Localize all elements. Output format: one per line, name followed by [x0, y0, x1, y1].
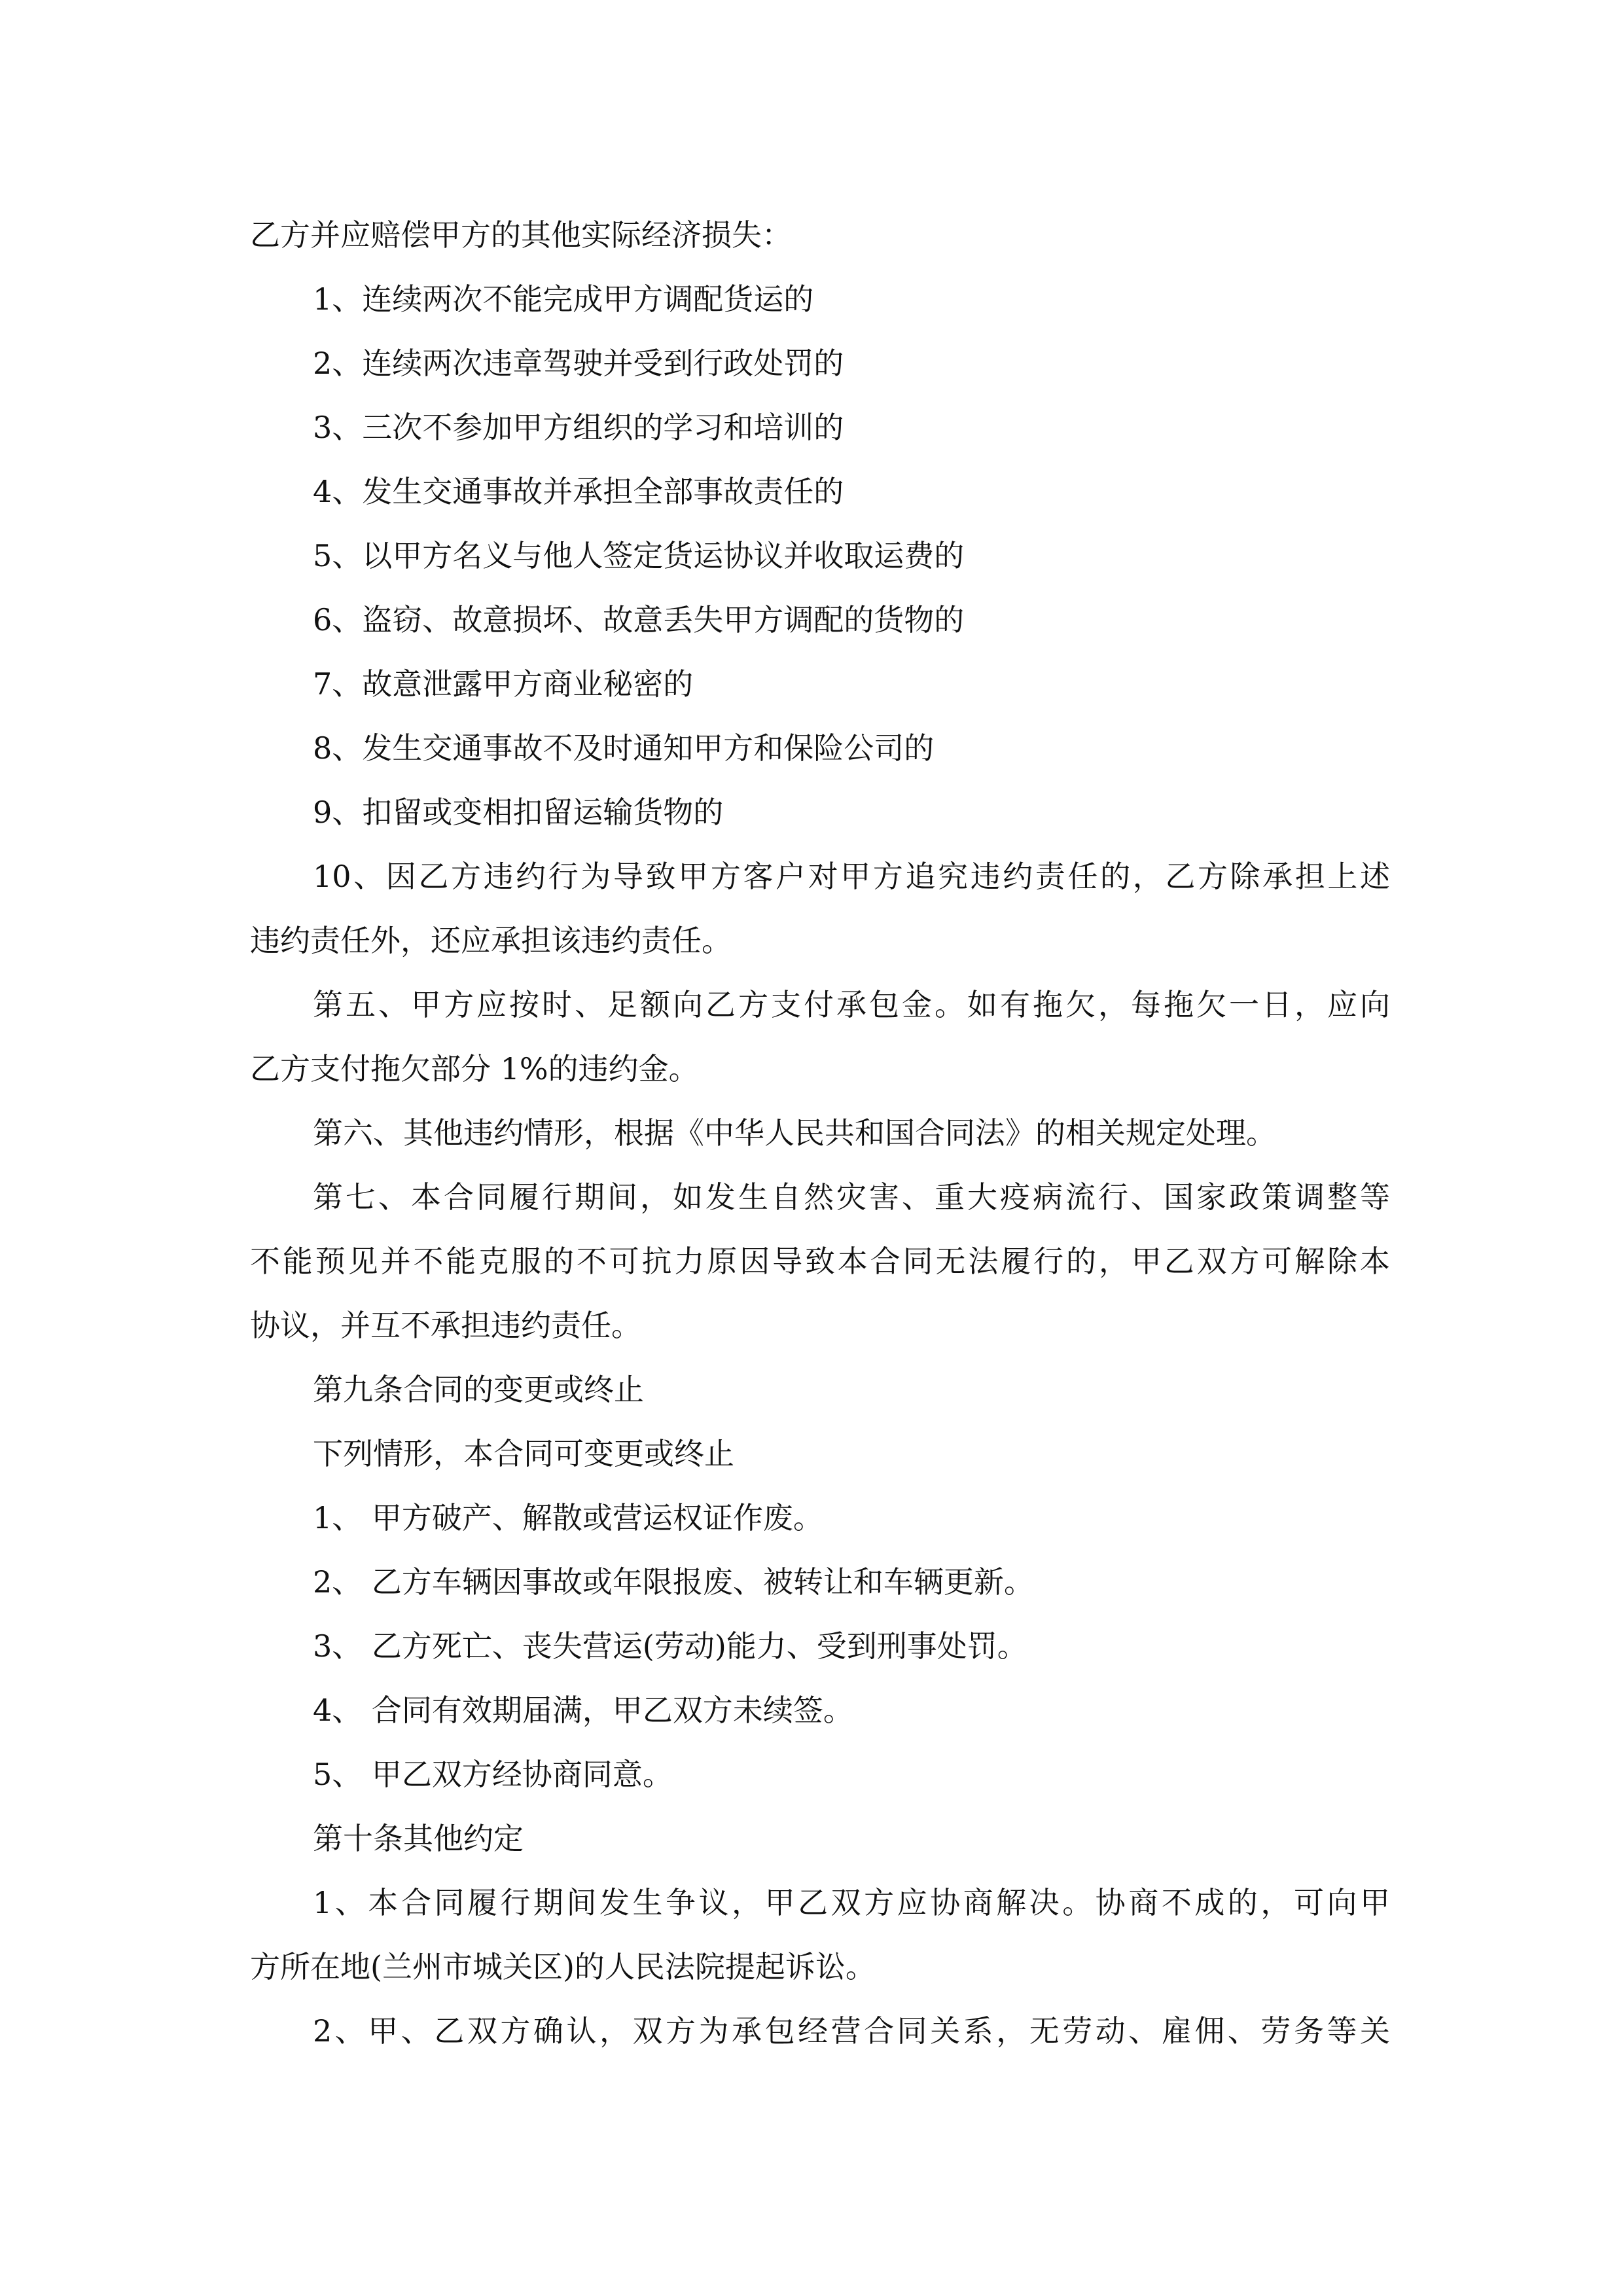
list-item: 3、三次不参加甲方组织的学习和培训的 [313, 410, 844, 445]
section-heading: 第十条其他约定 [313, 1821, 524, 1856]
document-body [250, 203, 1390, 2063]
list-item: 2、甲、乙双方确认，双方为承包经营合同关系，无劳动、雇佣、劳务等关 [313, 2013, 1390, 2049]
list-item: 1、连续两次不能完成甲方调配货运的 [313, 281, 814, 317]
list-item: 8、发生交通事故不及时通知甲方和保险公司的 [313, 730, 935, 766]
paragraph-line: 乙方支付拖欠部分 1%的违约金。 [250, 1051, 699, 1086]
list-item: 2、 乙方车辆因事故或年限报废、被转让和车辆更新。 [313, 1564, 1034, 1600]
paragraph-line: 协议，并互不承担违约责任。 [250, 1308, 641, 1343]
list-item: 4、 合同有效期届满，甲乙双方未续签。 [313, 1693, 853, 1728]
list-item: 5、以甲方名义与他人签定货运协议并收取运费的 [313, 538, 965, 573]
list-item: 6、盗窃、故意损坏、故意丢失甲方调配的货物的 [313, 602, 965, 637]
list-item: 2、连续两次违章驾驶并受到行政处罚的 [313, 346, 844, 381]
paragraph-line: 不能预见并不能克服的不可抗力原因导致本合同无法履行的，甲乙双方可解除本 [250, 1244, 1390, 1279]
clause-line: 第五、甲方应按时、足额向乙方支付承包金。如有拖欠，每拖欠一日，应向 [313, 987, 1390, 1022]
list-item: 1、本合同履行期间发生争议，甲乙双方应协商解决。协商不成的，可向甲 [313, 1885, 1390, 1920]
list-item: 7、故意泄露甲方商业秘密的 [313, 666, 694, 702]
list-item: 5、 甲乙双方经协商同意。 [313, 1757, 673, 1792]
section-heading: 第九条合同的变更或终止 [313, 1372, 644, 1407]
list-item: 1、 甲方破产、解散或营运权证作废。 [313, 1500, 823, 1535]
paragraph-line: 方所在地(兰州市城关区)的人民法院提起诉讼。 [250, 1949, 876, 1984]
paragraph-line: 乙方并应赔偿甲方的其他实际经济损失： [250, 217, 792, 253]
paragraph-line: 下列情形，本合同可变更或终止 [313, 1436, 734, 1471]
list-item: 4、发生交通事故并承担全部事故责任的 [313, 474, 844, 509]
paragraph-line: 违约责任外，还应承担该违约责任。 [250, 923, 732, 958]
list-item: 10、因乙方违约行为导致甲方客户对甲方追究违约责任的，乙方除承担上述 [313, 859, 1390, 894]
clause-line: 第六、其他违约情形，根据《中华人民共和国合同法》的相关规定处理。 [313, 1115, 1276, 1151]
clause-line: 第七、本合同履行期间，如发生自然灾害、重大疫病流行、国家政策调整等 [313, 1179, 1390, 1215]
list-item: 9、扣留或变相扣留运输货物的 [313, 795, 724, 830]
list-item: 3、 乙方死亡、丧失营运(劳动)能力、受到刑事处罚。 [313, 1628, 1027, 1664]
